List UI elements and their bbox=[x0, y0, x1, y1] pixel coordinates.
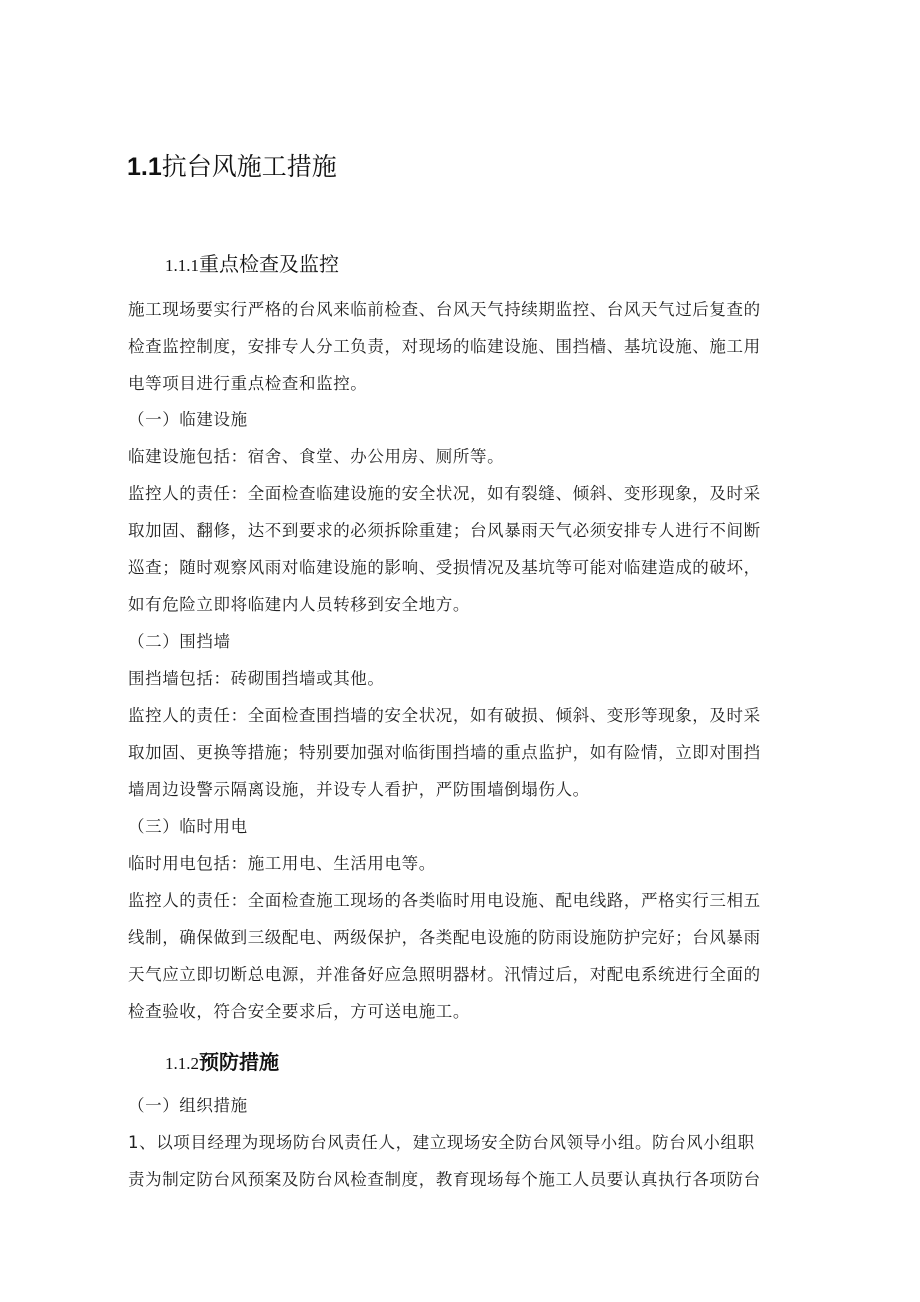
paragraph-line: 监控人的责任：全面检查施工现场的各类临时用电设施、配电线路，严格实行三相五 bbox=[128, 891, 761, 910]
subsection-heading-2 bbox=[165, 1048, 279, 1078]
section-title-text: 抗台风施工措施 bbox=[161, 152, 337, 181]
paragraph-line: 临建设施包括：宿舍、食堂、办公用房、厕所等。 bbox=[128, 447, 505, 466]
subsection-text: 重点检查及监控 bbox=[199, 252, 339, 276]
paragraph-line: 施工现场要实行严格的台风来临前检查、台风天气持续期监控、台风天气过后复查的 bbox=[128, 300, 761, 319]
subsection-heading-1 bbox=[165, 250, 339, 280]
paragraph-line: 监控人的责任：全面检查临建设施的安全状况，如有裂缝、倾斜、变形现象，及时采 bbox=[128, 484, 761, 503]
paragraph-line: 取加固、翻修，达不到要求的必须拆除重建；台风暴雨天气必须安排专人进行不间断 bbox=[128, 521, 761, 540]
paragraph-line: 监控人的责任：全面检查围挡墙的安全状况，如有破损、倾斜、变形等现象，及时采 bbox=[128, 706, 761, 725]
paragraph-line: 巡查；随时观察风雨对临建设施的影响、受损情况及基坑等可能对临建造成的破坏， bbox=[128, 558, 761, 577]
subsection-number: 1.1.2 bbox=[165, 1054, 199, 1073]
list-heading: （二）围挡墙 bbox=[128, 632, 231, 651]
paragraph-line: 如有危险立即将临建内人员转移到安全地方。 bbox=[128, 595, 470, 614]
paragraph-line: 检查监控制度，安排专人分工负责，对现场的临建设施、围挡樯、基坑设施、施工用 bbox=[128, 337, 761, 356]
paragraph-line: 线制，确保做到三级配电、两级保护，各类配电设施的防雨设施防护完好；台风暴雨 bbox=[128, 928, 761, 947]
paragraph-line: 电等项目进行重点检查和监控。 bbox=[128, 374, 368, 393]
list-heading: （一）临建设施 bbox=[128, 410, 248, 429]
paragraph-line: 取加固、更换等措施；特别要加强对临街围挡墙的重点监护，如有险情，立即对围挡 bbox=[128, 743, 761, 762]
section-title bbox=[127, 150, 337, 184]
paragraph-line: 墙周边设警示隔离设施，并设专人看护，严防围墙倒塌伤人。 bbox=[128, 780, 590, 799]
paragraph-line: 天气应立即切断总电源，并准备好应急照明器材。汛情过后，对配电系统进行全面的 bbox=[128, 965, 761, 984]
subsection-number: 1.1.1 bbox=[165, 256, 199, 275]
subsection-text: 预防措施 bbox=[199, 1050, 279, 1074]
list-heading: （一）组织措施 bbox=[128, 1096, 248, 1115]
paragraph-line: 围挡墙包括：砖砌围挡墙或其他。 bbox=[128, 669, 385, 688]
paragraph-line: 临时用电包括：施工用电、生活用电等。 bbox=[128, 854, 436, 873]
list-heading: （三）临时用电 bbox=[128, 817, 248, 836]
paragraph-line: 责为制定防台风预案及防台风检查制度，教育现场每个施工人员要认真执行各项防台 bbox=[128, 1170, 761, 1189]
paragraph-line: 检查验收，符合安全要求后，方可送电施工。 bbox=[128, 1002, 470, 1021]
paragraph-line: 1、以项目经理为现场防台风责任人，建立现场安全防台风领导小组。防台风小组职 bbox=[128, 1133, 755, 1152]
section-title-number: 1.1 bbox=[127, 153, 162, 181]
